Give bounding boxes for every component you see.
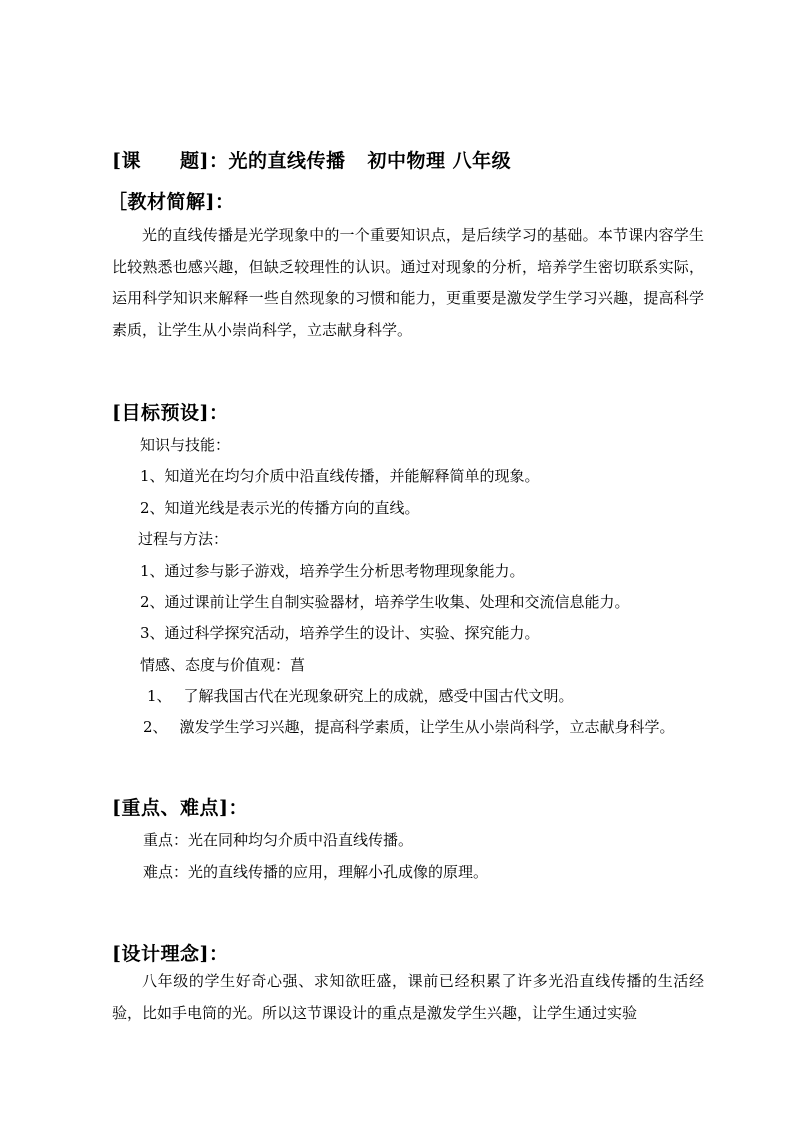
emotion-label: 情感、态度与价值观：菖 [140,656,306,674]
textbook-body: 光的直线传播是光学现象中的一个重要知识点，是后续学习的基础。本节课内容学生比较熟悉也感兴趣，但缺乏较理性的认识。通过对现象的分析，培养学生密切联系实际，运用科学知识来解释一些自然现象的习惯和能力，更重要是激发学生学习兴趣，提高科学素质，让学生从小崇尚科学，立志献身科学。 [112,226,704,339]
emotion-item-2 [143,716,675,737]
process-label: 过程与方法： [138,530,229,548]
emotion-item-2-text: 激发学生学习兴趣，提高科学素质，让学生从小崇尚科学，立志献身科学。 [179,718,675,736]
textbook-heading: ［教材简解]： [108,191,235,213]
keypoints-heading: [重点、难点]： [112,797,248,819]
emotion-item-1 [147,685,574,706]
title-topic: 光的直线传播 [228,150,346,172]
process-item-2: 2、通过课前让学生自制实验器材，培养学生收集、处理和交流信息能力。 [140,593,630,611]
knowledge-item-2: 2、知道光线是表示光的传播方向的直线。 [140,499,420,517]
key-point: 重点：光在同种均匀介质中沿直线传播。 [143,831,414,849]
lesson-title [112,146,511,173]
process-item-3: 3、通过科学探究活动，培养学生的设计、实验、探究能力。 [140,624,540,642]
emotion-item-1-text: 了解我国古代在光现象研究上的成就，感受中国古代文明。 [183,687,574,705]
title-grade: 八年级 [452,150,512,172]
design-body: 八年级的学生好奇心强、求知欲旺盛，课前已经积累了许多光沿直线传播的生活经验，比如手电筒的光。所以这节课设计的重点是激发学生兴趣，让学生通过实验 [112,972,704,1022]
difficult-point: 难点：光的直线传播的应用，理解小孔成像的原理。 [143,863,489,881]
title-subject: 初中物理 [367,150,446,172]
goals-heading: [目标预设]： [112,402,229,424]
emotion-item-2-num: 2、 [143,718,168,736]
emotion-item-1-num: 1、 [147,687,172,705]
title-label: [课 题]： [112,150,229,172]
knowledge-item-1: 1、知道光在均匀介质中沿直线传播，并能解释简单的现象。 [140,467,540,485]
process-item-1: 1、通过参与影子游戏，培养学生分析思考物理现象能力。 [140,562,525,580]
knowledge-label: 知识与技能： [140,436,231,454]
design-heading: [设计理念]： [112,943,229,965]
